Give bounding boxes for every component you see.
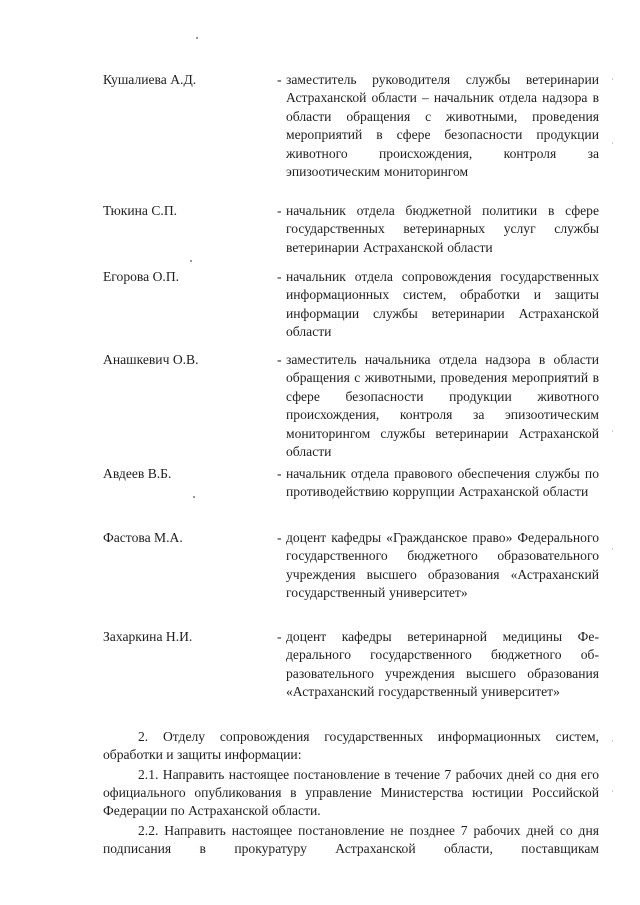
member-role: доцент кафедры ветеринарной медицины Федерального государственного бюджетного образовательного учреждения высшего образования «Астраханский государственный университет» (286, 629, 599, 700)
member-name: Анашкевич О.В. (103, 352, 199, 367)
member-name: Фастова М.А. (103, 530, 183, 545)
member-role: доцент кафедры «Гражданское право» Федерального государственного бюджетного образовательного учреждения высшего образования «Астраханский государственный университет» (286, 530, 599, 601)
paragraph-2-2: 2.2. Направить настоящее постановление не позднее 7 рабочих дней со дня подписания в прокуратуру Астраханской области, поставщикам (103, 823, 599, 857)
scan-speck (612, 78, 613, 80)
paragraph-2-1: 2.1. Направить настоящее постановление в течение 7 рабочих дней со дня его официального опубликования в управление Министерства юстиции Российской Федерации по Астраханской области. (103, 767, 599, 819)
member-role: начальник отдела бюджетной политики в сфере государственных ветеринарных услуг службы ветеринарии Астраханской области (286, 203, 599, 255)
member-role: заместитель начальника отдела надзора в области обращения с животными, проведения мероприятий в сфере безопасности продукции животного происхождения, контроля за эпизоотическим мониторингом службы ветеринарии Астраханской области (286, 352, 599, 460)
member-dash: - (277, 530, 282, 545)
scan-speck (612, 790, 613, 792)
member-name: Егорова О.П. (103, 269, 180, 284)
member-name: Тюкина С.П. (103, 203, 178, 218)
member-name: Авдеев В.Б. (103, 466, 172, 481)
scan-speck (190, 260, 192, 262)
member-dash: - (277, 629, 282, 644)
scan-speck (612, 740, 613, 742)
scan-speck (612, 548, 613, 550)
scan-speck (193, 496, 195, 498)
member-name: Кушалиева А.Д. (103, 72, 197, 87)
paragraph-2: 2. Отделу сопровождения государственных информационных систем, обработки и защиты информации: (103, 729, 599, 763)
member-dash: - (277, 269, 282, 284)
member-dash: - (277, 466, 282, 481)
scan-speck (612, 430, 613, 432)
member-dash: - (277, 203, 282, 218)
scan-speck (612, 142, 613, 144)
member-dash: - (277, 72, 282, 87)
member-role: заместитель руководителя службы ветеринарии Астраханской области – начальник отдела надзора в области обращения с животными, проведения мероприятий в сфере безопасности продукции животного происхождения, контроля за эпизоотическим мониторингом (286, 72, 599, 180)
member-role: начальник отдела правового обеспечения службы по противодействию коррупции Астраханской области (286, 466, 599, 500)
member-role: начальник отдела сопровождения государственных информационных систем, обработки и защиты информации службы ветеринарии Астраханской области (286, 269, 599, 340)
member-dash: - (277, 352, 282, 367)
scan-speck (196, 37, 198, 39)
member-name: Захаркина Н.И. (103, 629, 193, 644)
